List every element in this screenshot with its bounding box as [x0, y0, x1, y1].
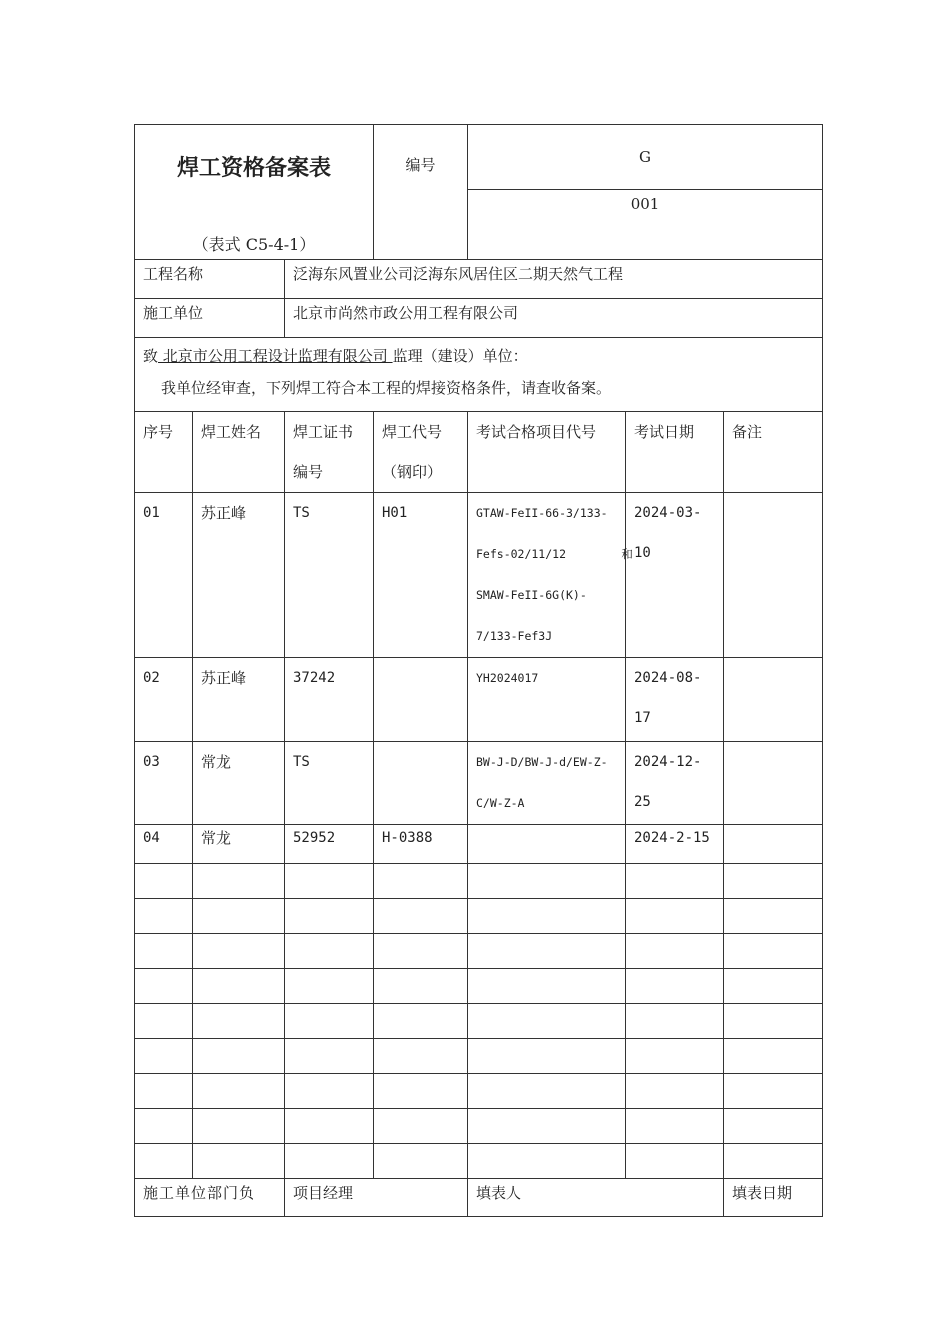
row-items: GTAW-FeII-66-3/133- Fefs-02/11/12 和 SMAW-FeII-6G(K)- 7/133-Fef3J	[468, 493, 626, 658]
notice-body: 我单位经审查，下列焊工符合本工程的焊接资格条件，请查收备案。	[161, 379, 612, 397]
row-remark	[724, 493, 823, 658]
row-code	[374, 658, 468, 742]
empty-row	[135, 934, 823, 969]
supervisor-org: 北京市公用工程设计监理有限公司	[158, 347, 393, 365]
empty-row	[135, 1109, 823, 1144]
empty-row	[135, 899, 823, 934]
row-items	[468, 825, 626, 864]
footer-filler: 填表人	[468, 1179, 724, 1217]
number-label: 编号	[374, 125, 468, 260]
column-header-row	[135, 412, 823, 493]
row-remark	[724, 742, 823, 825]
form-page	[134, 124, 822, 1217]
project-value: 泛海东风置业公司泛海东风居住区二期天然气工程	[285, 260, 823, 299]
row-no: 02	[135, 658, 193, 742]
row-no: 01	[135, 493, 193, 658]
empty-row	[135, 1039, 823, 1074]
row-name: 常龙	[193, 825, 285, 864]
row-code	[374, 742, 468, 825]
table-row	[135, 825, 823, 864]
empty-row	[135, 1074, 823, 1109]
footer-row	[135, 1179, 823, 1217]
empty-row	[135, 864, 823, 899]
row-date: 2024-08- 17	[626, 658, 724, 742]
title-cell	[135, 125, 374, 260]
notice-to: 致 北京市公用工程设计监理有限公司 监理（建设）单位：	[143, 347, 528, 365]
footer-dept-head: 施工单位部门负	[135, 1179, 285, 1217]
empty-row	[135, 969, 823, 1004]
welder-record-table	[134, 124, 823, 1217]
contractor-value: 北京市尚然市政公用工程有限公司	[285, 299, 823, 338]
row-date: 2024-12- 25	[626, 742, 724, 825]
row-cert: TS	[285, 493, 374, 658]
notice-cell	[135, 338, 823, 412]
empty-row	[135, 1144, 823, 1179]
footer-pm: 项目经理	[285, 1179, 468, 1217]
form-code: （表式 C5-4-1）	[192, 235, 316, 254]
row-no: 04	[135, 825, 193, 864]
row-name: 常龙	[193, 742, 285, 825]
contractor-label: 施工单位	[135, 299, 285, 338]
row-remark	[724, 658, 823, 742]
row-cert: 37242	[285, 658, 374, 742]
col-remark: 备注	[724, 412, 823, 493]
col-date: 考试日期	[626, 412, 724, 493]
row-remark	[724, 825, 823, 864]
row-name: 苏正峰	[193, 658, 285, 742]
table-row	[135, 493, 823, 658]
row-date: 2024-2-15	[626, 825, 724, 864]
project-label: 工程名称	[135, 260, 285, 299]
row-date: 2024-03- 10	[626, 493, 724, 658]
empty-row	[135, 1004, 823, 1039]
row-no: 03	[135, 742, 193, 825]
number-line1: G	[468, 125, 823, 190]
col-code: 焊工代号 （钢印）	[374, 412, 468, 493]
col-cert: 焊工证书 编号	[285, 412, 374, 493]
row-cert: TS	[285, 742, 374, 825]
number-line2: 001	[468, 190, 823, 260]
row-name: 苏正峰	[193, 493, 285, 658]
table-row	[135, 658, 823, 742]
row-items: BW-J-D/BW-J-d/EW-Z- C/W-Z-A	[468, 742, 626, 825]
footer-fill-date: 填表日期	[724, 1179, 823, 1217]
row-items: YH2024017	[468, 658, 626, 742]
col-no: 序号	[135, 412, 193, 493]
table-row	[135, 742, 823, 825]
row-code: H-0388	[374, 825, 468, 864]
row-code: H01	[374, 493, 468, 658]
row-cert: 52952	[285, 825, 374, 864]
col-name: 焊工姓名	[193, 412, 285, 493]
form-title: 焊工资格备案表	[176, 156, 331, 181]
col-items: 考试合格项目代号	[468, 412, 626, 493]
